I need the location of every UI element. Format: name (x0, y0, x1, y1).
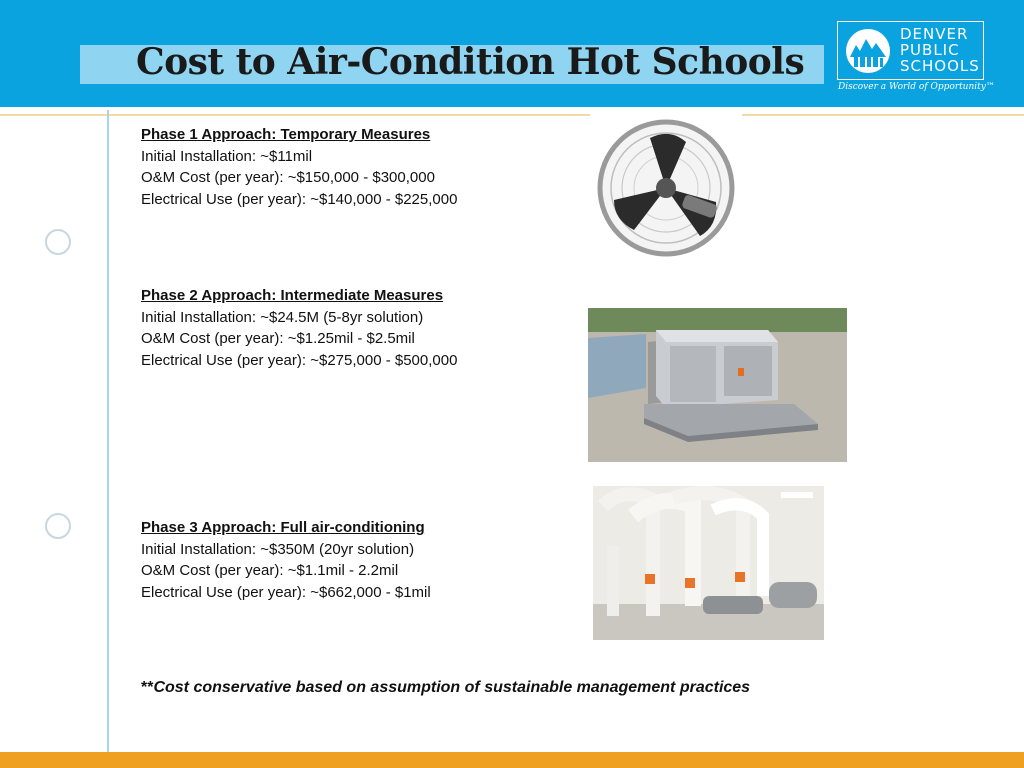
phase-2-line-2: O&M Cost (per year): ~$1.25mil - $2.5mil (141, 330, 415, 347)
chiller-pipes-icon (593, 486, 824, 640)
page-title: Cost to Air-Condition Hot Schools (136, 41, 805, 83)
phase-2-block (141, 285, 457, 371)
phase-1-line-1: Initial Installation: ~$11mil (141, 147, 313, 165)
phase-1-block (141, 124, 457, 210)
header-rule-left (0, 114, 590, 116)
dps-emblem-icon (844, 27, 892, 75)
rooftop-cooler-photo (588, 308, 847, 462)
phase-3-line-1: Initial Installation: ~$350M (20yr solution) (141, 540, 415, 558)
logo-line-3: SCHOOLS (900, 57, 980, 75)
logo-line-1: DENVER (900, 25, 969, 43)
header-rule-right (742, 114, 1024, 116)
phase-3-line-3: Electrical Use (per year): ~$662,000 - $1mil (141, 583, 431, 601)
phase-2-heading: Phase 2 Approach: Intermediate Measures (141, 287, 444, 304)
phase-3-line-2: O&M Cost (per year): ~$1.1mil - 2.2mil (141, 562, 399, 579)
footnote-text: Cost conservative based on assumption of sustainable management practices (153, 679, 751, 696)
logo-tagline: Discover a World of Opportunity™ (838, 82, 995, 92)
binder-hole-bottom (45, 513, 71, 539)
notebook-margin-line (107, 110, 109, 752)
footnote-asterisks: ** (141, 679, 154, 696)
footer-bar (0, 752, 1024, 768)
wall-fan-icon (590, 110, 742, 268)
binder-hole-top (45, 229, 71, 255)
fan-photo (590, 110, 742, 268)
phase-2-line-1: Initial Installation: ~$24.5M (5-8yr solution) (141, 308, 424, 326)
phase-1-line-3: Electrical Use (per year): ~$140,000 - $225,000 (141, 190, 458, 208)
cost-footnote (141, 679, 750, 697)
dps-logo (837, 21, 984, 80)
chiller-room-photo (593, 486, 824, 640)
phase-1-heading: Phase 1 Approach: Temporary Measures (141, 126, 431, 143)
phase-3-heading: Phase 3 Approach: Full air-conditioning (141, 519, 425, 536)
rooftop-cooler-icon (588, 308, 847, 462)
logo-line-2: PUBLIC (900, 41, 960, 59)
phase-3-block (141, 517, 431, 603)
phase-1-line-2: O&M Cost (per year): ~$150,000 - $300,000 (141, 169, 435, 186)
logo-wordmark (900, 26, 980, 74)
phase-2-line-3: Electrical Use (per year): ~$275,000 - $500,000 (141, 351, 458, 369)
